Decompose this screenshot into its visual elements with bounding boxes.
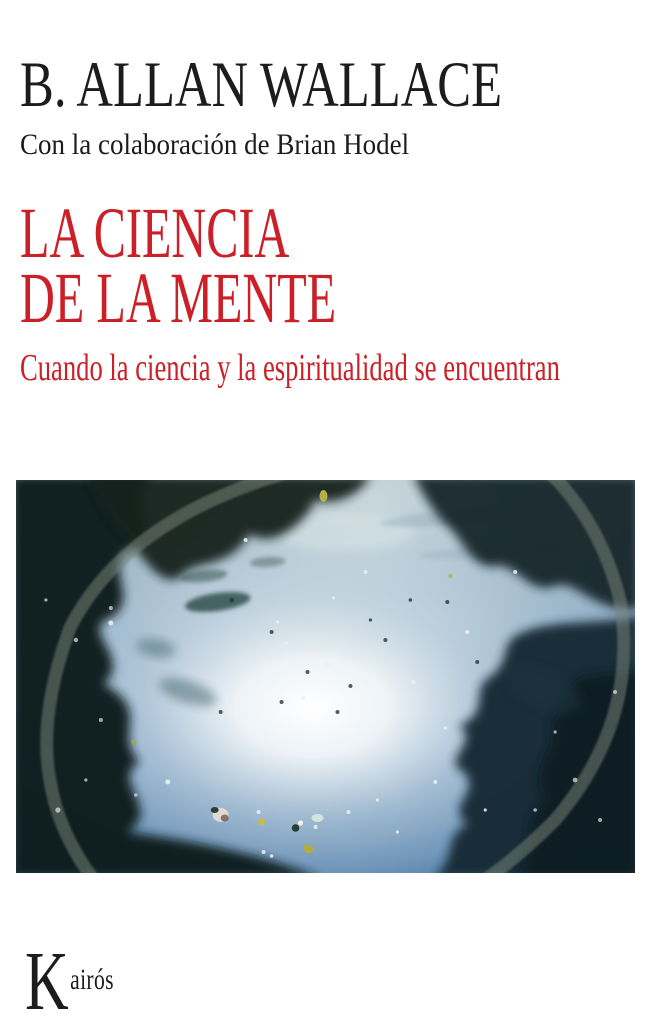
book-title-line2: DE LA MENTE [20, 258, 337, 338]
book-title-line1: LA CIENCIA [20, 193, 290, 273]
publisher-logo-kairos [25, 935, 114, 1027]
water-reflection-illustration [16, 480, 635, 873]
publisher-logo-initial: K [25, 935, 69, 1027]
book-subtitle: Cuando la ciencia y la espiritualidad se encuentran [20, 347, 560, 389]
publisher-logo-rest: airós [70, 963, 114, 996]
cover-photo-water-reflection [16, 480, 635, 873]
collaboration-credit: Con la colaboración de Brian Hodel [20, 128, 410, 161]
author-name: B. ALLAN WALLACE [20, 49, 503, 121]
book-title [20, 193, 337, 338]
